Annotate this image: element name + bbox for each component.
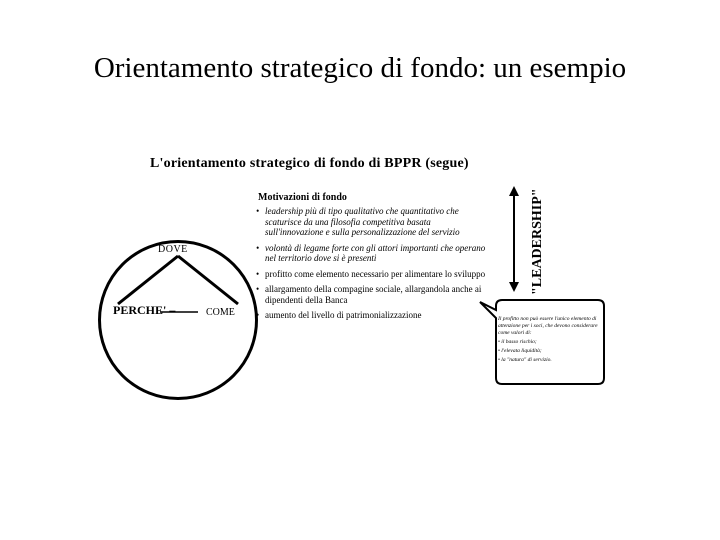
list-item: • profitto come elemento necessario per alimentare lo sviluppo — [256, 269, 491, 280]
label-dove: DOVE — [158, 244, 188, 255]
list-item: • leadership più di tipo qualitativo che quantitativo che scaturisce da una filosofia competitiva basata sull'innovazione e sulla personalizzazione del servizio — [256, 206, 491, 238]
note-line: Il profitto non può essere l'unico elemento di attenzione per i soci, che devono considerare come valori di: — [498, 316, 598, 336]
motivations-heading: Motivazioni di fondo — [258, 192, 347, 203]
label-come: COME — [206, 307, 235, 318]
slide-title: Orientamento strategico di fondo: un esempio — [93, 52, 627, 84]
list-item: • aumento del livello di patrimonializzazione — [256, 310, 491, 321]
note-line: • l'elevata liquidità; — [498, 348, 542, 354]
figure-title: L'orientamento strategico di fondo di BPPR (segue) — [150, 156, 469, 171]
note-line: • il basso rischio; — [498, 339, 537, 345]
double-arrow-icon — [500, 186, 530, 296]
leadership-label: "LEADERSHIP" — [530, 188, 545, 295]
note-line: • la "natura" di servizio. — [498, 357, 552, 363]
circle-triangle-lines — [98, 240, 258, 400]
note-text — [498, 316, 598, 366]
list-item: • allargamento della compagine sociale, allargandola anche ai dipendenti della Banca — [256, 284, 491, 305]
motivations-list — [256, 206, 491, 326]
list-item: • volontà di legame forte con gli attori importanti che operano nel territorio dove si è presenti — [256, 243, 491, 264]
label-perche: PERCHE' – — [113, 303, 176, 317]
